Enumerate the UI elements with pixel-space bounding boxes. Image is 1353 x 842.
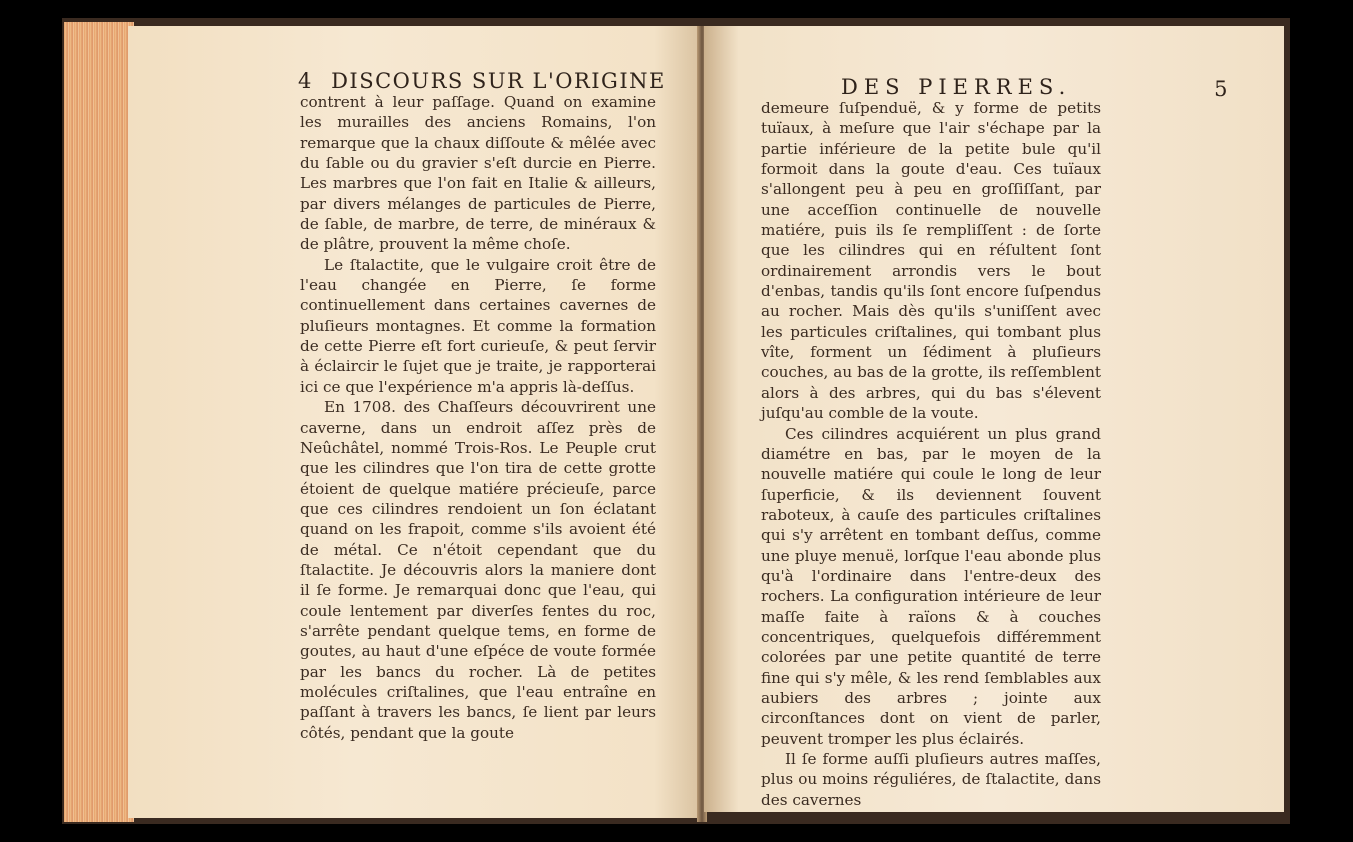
left-paragraph-3: En 1708. des Chaſſeurs découvrirent une caverne, dans un endroit aſſez près de Neûchâtel, nommé Trois-Ros. Le Peuple crut que les cilindres que l'on tira de cette grotte étoient de quelque matiére précieuſe, parce que ces cilindres rendoient un ſon éclatant quand on les frapoit, comme s'ils avoient été de métal. Ce n'étoit cependant que du ſtalactite. Je découvris alors la maniere dont il ſe forme. Je remarquai donc que l'eau, qui coule lentement par diverſes fentes du roc, s'arrête pendant quelque tems, en forme de goutes, au haut d'une eſpéce de voute formée par les bancs du rocher. Là de petites molécules criſtalines, que l'eau entraîne en paſſant à travers les bancs, ſe lient par leurs côtés, pendant que la goute [300,398,656,742]
right-paragraph-2: Ces cilindres acquiérent un plus grand diamétre en bas, par le moyen de la nouvelle matiére qui coule le long de leur ſuperficie, & ils deviennent ſouvent raboteux, à cauſe des particules criſtalines qui s'y arrêtent en tombant deſſus, comme une pluye menuë, lorſque l'eau abonde plus qu'à l'ordinaire dans l'entre-deux des rochers. La configuration intérieure de leur maſſe faite à raïons & à couches concentriques, quelquefois différemment colorées par une petite quantité de terre fine qui s'y mêle, & les rend ſemblables aux aubiers des arbres ; jointe aux circonſtances dont on vient de parler, peuvent tromper les plus éclairés. [761,424,1101,748]
page-edges [64,22,134,822]
right-head-title: DES PIERRES. [841,75,1072,99]
left-paragraph-2: Le ſtalactite, que le vulgaire croit être de l'eau changée en Pierre, ſe forme continuellement dans certaines cavernes de pluſieurs montagnes. Et comme la formation de cette Pierre eſt fort curieuſe, & peut ſervir à éclaircir le ſujet que je traite, je rapporterai ici ce que l'expérience m'a appris là-deſſus. [300,255,656,396]
right-running-head [841,75,1229,99]
right-paragraph-1: demeure ſuſpenduë, & y forme de petits tuïaux, à meſure que l'air s'échape par la partie inférieure de la petite bule qu'il formoit dans la goute d'eau. Ces tuïaux s'allongent peu à peu en groſſiſſant, par une acceſſion continuelle de nouvelle matiére, puis ils ſe rempliſſent : de ſorte que les cilindres qui en réſultent ſont ordinairement arrondis vers le bout d'enbas, tandis qu'ils ſont encore ſuſpendus au rocher. Mais dès qu'ils s'uniſſent avec les particules criſtalines, qui tombant plus vîte, forment un ſédiment à pluſieurs couches, au bas de la grotte, ils reſſemblent alors à des arbres, qui du bas s'élevent juſqu'au comble de la voute. [761,99,1101,423]
left-running-head [298,69,666,93]
right-page [704,26,1284,812]
right-page-number: 5 [1214,77,1229,101]
left-text-block [300,92,656,743]
left-page [128,26,700,818]
right-paragraph-3: Il ſe forme auſſi pluſieurs autres maſſes, plus ou moins réguliéres, de ſtalactite, dans des cavernes [761,750,1101,809]
left-page-number: 4 [298,69,313,93]
left-paragraph-1: contrent à leur paſſage. Quand on examine les murailles des anciens Romains, l'on remarque que la chaux diſſoute & mêlée avec du ſable ou du gravier s'eſt durcie en Pierre. Les marbres que l'on fait en Italie & ailleurs, par divers mélanges de particules de Pierre, de ſable, de marbre, de terre, de minéraux & de plâtre, prouvent la même choſe. [300,93,656,254]
left-head-title: DISCOURS SUR L'ORIGINE [331,69,666,93]
right-text-block [761,98,1101,810]
